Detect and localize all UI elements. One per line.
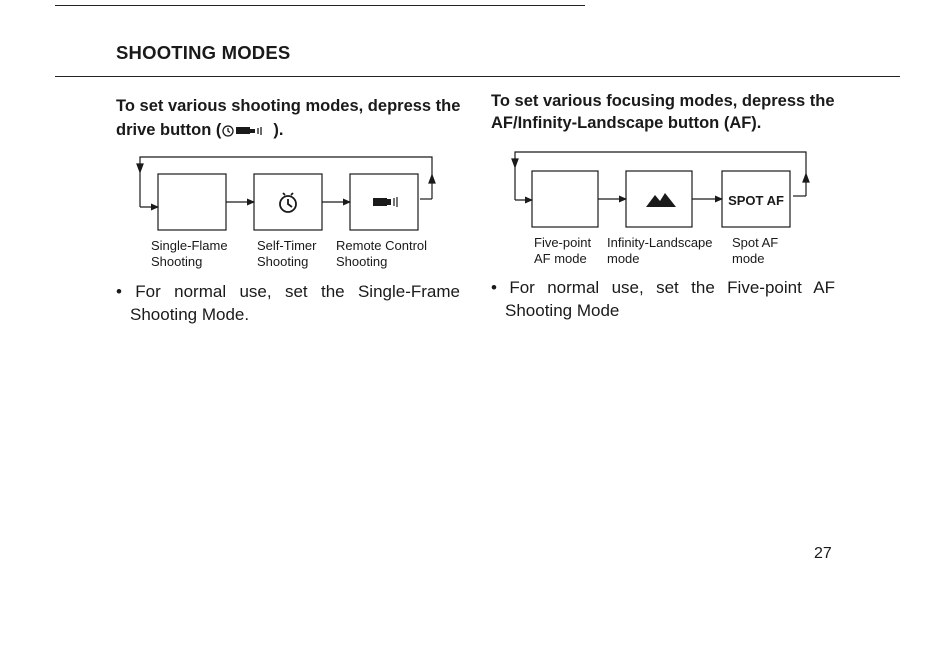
single-frame-box [158,174,226,230]
title-rule [55,76,900,77]
loop-arrow-up-right [803,174,809,182]
loop-arrow-up [429,175,435,183]
self-timer-label: Self-Timer Shooting [257,238,317,269]
focus-mode-note: • For normal use, set the Five-point AF Shooting Mode [491,278,835,320]
drive-heading-text: To set various shooting modes, depress the drive button ( [116,97,461,139]
top-rule [55,5,585,6]
mountain-icon [646,193,676,207]
self-timer-icon [280,193,296,212]
drive-heading-close: ). [273,121,284,139]
loop-arrow-down [137,164,143,172]
focus-mode-heading: To set various focusing modes, depress the AF/Infinity-Landscape button (AF). [491,92,835,132]
drive-mode-note: • For normal use, set the Single-Frame Shooting Mode. [116,282,460,324]
focus-mode-cycle [512,152,809,227]
five-point-af-label: Five-point AF mode [534,235,592,266]
drive-mode-heading [116,94,466,144]
page-title: SHOOTING MODES [116,42,291,63]
drive-button-icon [221,120,273,144]
spot-af-box [722,171,790,227]
spot-af-box-label: SPOT AF [728,193,784,208]
self-timer-box [254,174,322,230]
remote-control-icon [373,197,397,207]
remote-control-box [350,174,418,230]
drive-mode-cycle [137,157,435,230]
five-point-af-box [532,171,598,227]
remote-control-label: Remote Control Shooting [336,238,428,269]
spot-af-label: Spot AF mode [732,235,779,266]
loop-line [140,157,432,207]
page-number: 27 [814,545,832,562]
loop-arrow-down-right [512,159,518,167]
single-frame-label: Single-Flame Shooting [151,238,228,269]
loop-line-right [515,152,806,200]
infinity-landscape-box [626,171,692,227]
infinity-landscape-label: Infinity-Landscape mode [607,235,713,266]
